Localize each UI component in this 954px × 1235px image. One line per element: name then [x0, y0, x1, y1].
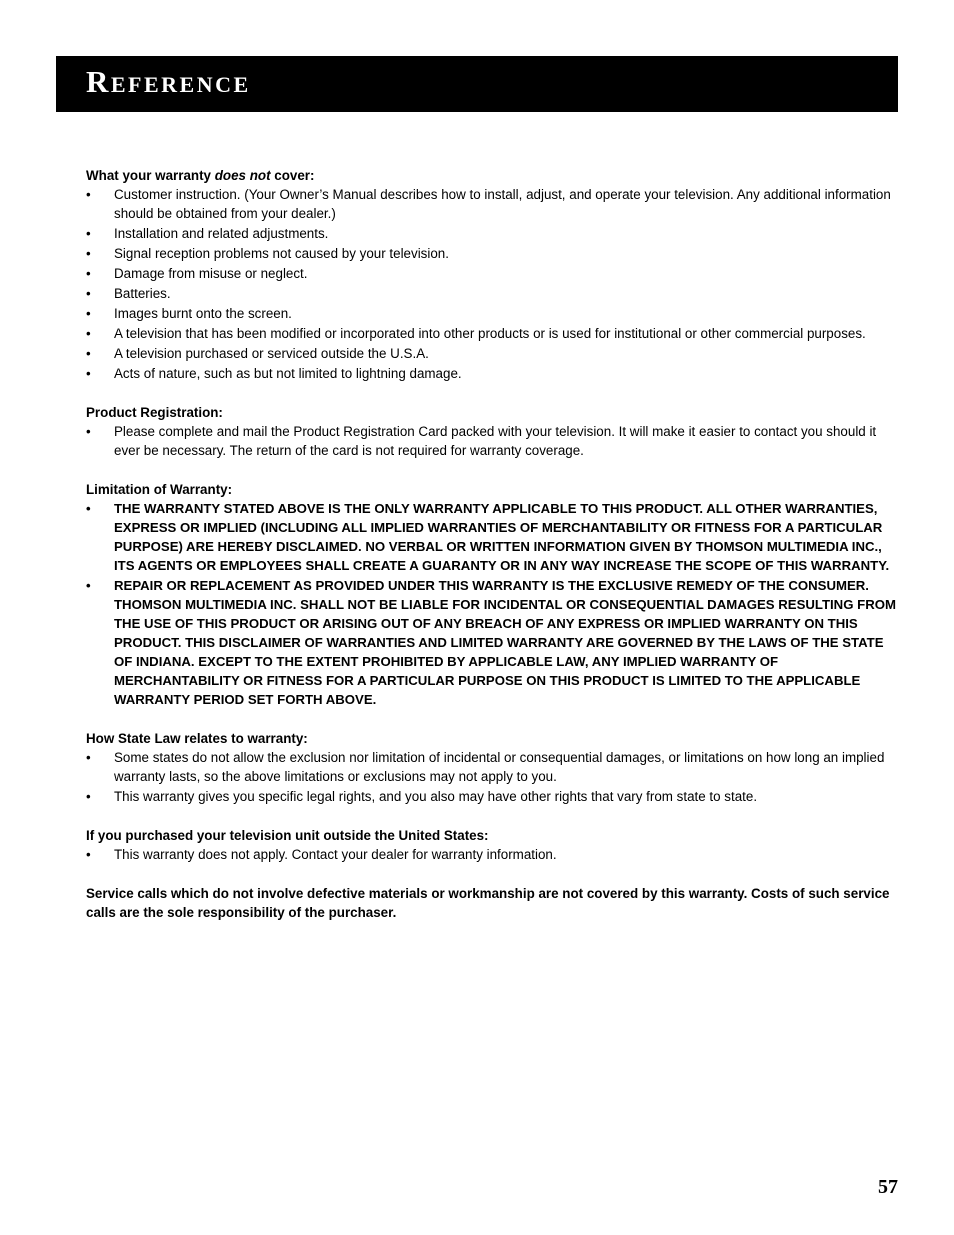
- list-item: [86, 224, 900, 243]
- section-heading-outside-us: If you purchased your television unit outside the United States:: [86, 828, 489, 843]
- heading-text-emphasis: does not: [214, 168, 271, 183]
- closing-statement: Service calls which do not involve defective materials or workmanship are not covered by this warranty. Costs of such service calls are the sole responsibility of the purchaser.: [86, 886, 890, 920]
- not-covered-list: [86, 185, 900, 383]
- bullet-icon: •: [86, 226, 91, 241]
- bullet-icon: •: [86, 424, 91, 439]
- warranty-content: [86, 166, 900, 935]
- list-item: [86, 364, 900, 383]
- list-item-text: This warranty gives you specific legal rights, and you also may have other rights that vary from state to state.: [114, 789, 758, 804]
- bullet-icon: •: [86, 187, 91, 202]
- page-number: 57: [878, 1176, 898, 1198]
- list-item-text: Batteries.: [114, 286, 171, 301]
- section-heading-state-law: How State Law relates to warranty:: [86, 731, 308, 746]
- list-item-text: Acts of nature, such as but not limited to lightning damage.: [114, 366, 462, 381]
- section-limitation: [86, 480, 900, 709]
- outside-us-list: [86, 845, 900, 864]
- list-item-text: REPAIR OR REPLACEMENT AS PROVIDED UNDER THIS WARRANTY IS THE EXCLUSIVE REMEDY OF THE CONSUMER. THOMSON MULTIMEDIA INC. SHALL NOT BE LIABLE FOR INCIDENTAL OR CONSEQUENTIAL DAMAGES RESULTING FROM THE USE OF THIS PRODUCT OR ARISING OUT OF ANY BREACH OF ANY EXPRESS OR IMPLIED WARRANTY ON THIS PRODUCT. THIS DISCLAIMER OF WARRANTIES AND LIMITED WARRANTY ARE GOVERNED BY THE LAWS OF THE STATE OF INDIANA. EXCEPT TO THE EXTENT PROHIBITED BY APPLICABLE LAW, ANY IMPLIED WARRANTY OF MERCHANTABILITY OR FITNESS FOR A PARTICULAR PURPOSE ON THIS PRODUCT IS LIMITED TO THE APPLICABLE WARRANTY PERIOD SET FORTH ABOVE.: [114, 578, 896, 707]
- list-item: [86, 576, 900, 709]
- list-item: [86, 748, 900, 786]
- section-heading-not-covered: [86, 166, 900, 185]
- bullet-icon: •: [86, 346, 91, 361]
- list-item-text: A television purchased or serviced outside the U.S.A.: [114, 346, 429, 361]
- section-outside-us: [86, 826, 900, 864]
- bullet-icon: •: [86, 306, 91, 321]
- list-item: [86, 787, 900, 806]
- limitation-list: [86, 499, 900, 709]
- bullet-icon: •: [86, 501, 91, 516]
- list-item-text: THE WARRANTY STATED ABOVE IS THE ONLY WARRANTY APPLICABLE TO THIS PRODUCT. ALL OTHER WARRANTIES, EXPRESS OR IMPLIED (INCLUDING ALL IMPLIED WARRANTIES OF MERCHANTABILITY OR FITNESS FOR A PARTICULAR PURPOSE) ARE HEREBY DISCLAIMED. NO VERBAL OR WRITTEN INFORMATION GIVEN BY THOMSON MULTIMEDIA INC., ITS AGENTS OR EMPLOYEES SHALL CREATE A GUARANTY OR IN ANY WAY INCREASE THE SCOPE OF THIS WARRANTY.: [114, 501, 890, 573]
- list-item-text: Some states do not allow the exclusion nor limitation of incidental or consequential damages, or limitations on how long an implied warranty lasts, so the above limitations or exclusions may not apply to you.: [114, 750, 885, 784]
- bullet-icon: •: [86, 789, 91, 804]
- list-item: [86, 284, 900, 303]
- list-item: [86, 422, 900, 460]
- section-heading-registration: Product Registration:: [86, 405, 223, 420]
- bullet-icon: •: [86, 847, 91, 862]
- list-item-text: A television that has been modified or incorporated into other products or is used for institutional or other commercial purposes.: [114, 326, 866, 341]
- page-title: Reference: [86, 64, 251, 99]
- bullet-icon: •: [86, 366, 91, 381]
- list-item: [86, 344, 900, 363]
- list-item-text: Installation and related adjustments.: [114, 226, 329, 241]
- list-item: [86, 264, 900, 283]
- list-item-text: Signal reception problems not caused by your television.: [114, 246, 449, 261]
- section-registration: [86, 403, 900, 460]
- section-not-covered: [86, 166, 900, 383]
- section-heading-limitation: Limitation of Warranty:: [86, 482, 233, 497]
- list-item: [86, 185, 900, 223]
- heading-text-post: cover:: [270, 168, 315, 183]
- bullet-icon: •: [86, 246, 91, 261]
- header-bar: [56, 56, 898, 112]
- registration-list: [86, 422, 900, 460]
- bullet-icon: •: [86, 750, 91, 765]
- section-state-law: [86, 729, 900, 806]
- list-item-text: Images burnt onto the screen.: [114, 306, 292, 321]
- heading-text-pre: What your warranty: [86, 168, 215, 183]
- list-item: [86, 304, 900, 323]
- list-item-text: This warranty does not apply. Contact your dealer for warranty information.: [114, 847, 557, 862]
- list-item-text: Please complete and mail the Product Registration Card packed with your television. It will make it easier to contact you should it ever be necessary. The return of the card is not required for warranty coverage.: [114, 424, 877, 458]
- list-item: [86, 324, 900, 343]
- bullet-icon: •: [86, 266, 91, 281]
- bullet-icon: •: [86, 578, 91, 593]
- bullet-icon: •: [86, 286, 91, 301]
- list-item-text: Customer instruction. (Your Owner’s Manual describes how to install, adjust, and operate your television. Any additional information should be obtained from your dealer.): [114, 187, 891, 221]
- bullet-icon: •: [86, 326, 91, 341]
- list-item-text: Damage from misuse or neglect.: [114, 266, 308, 281]
- list-item: [86, 244, 900, 263]
- state-law-list: [86, 748, 900, 806]
- list-item: [86, 499, 900, 575]
- list-item: [86, 845, 900, 864]
